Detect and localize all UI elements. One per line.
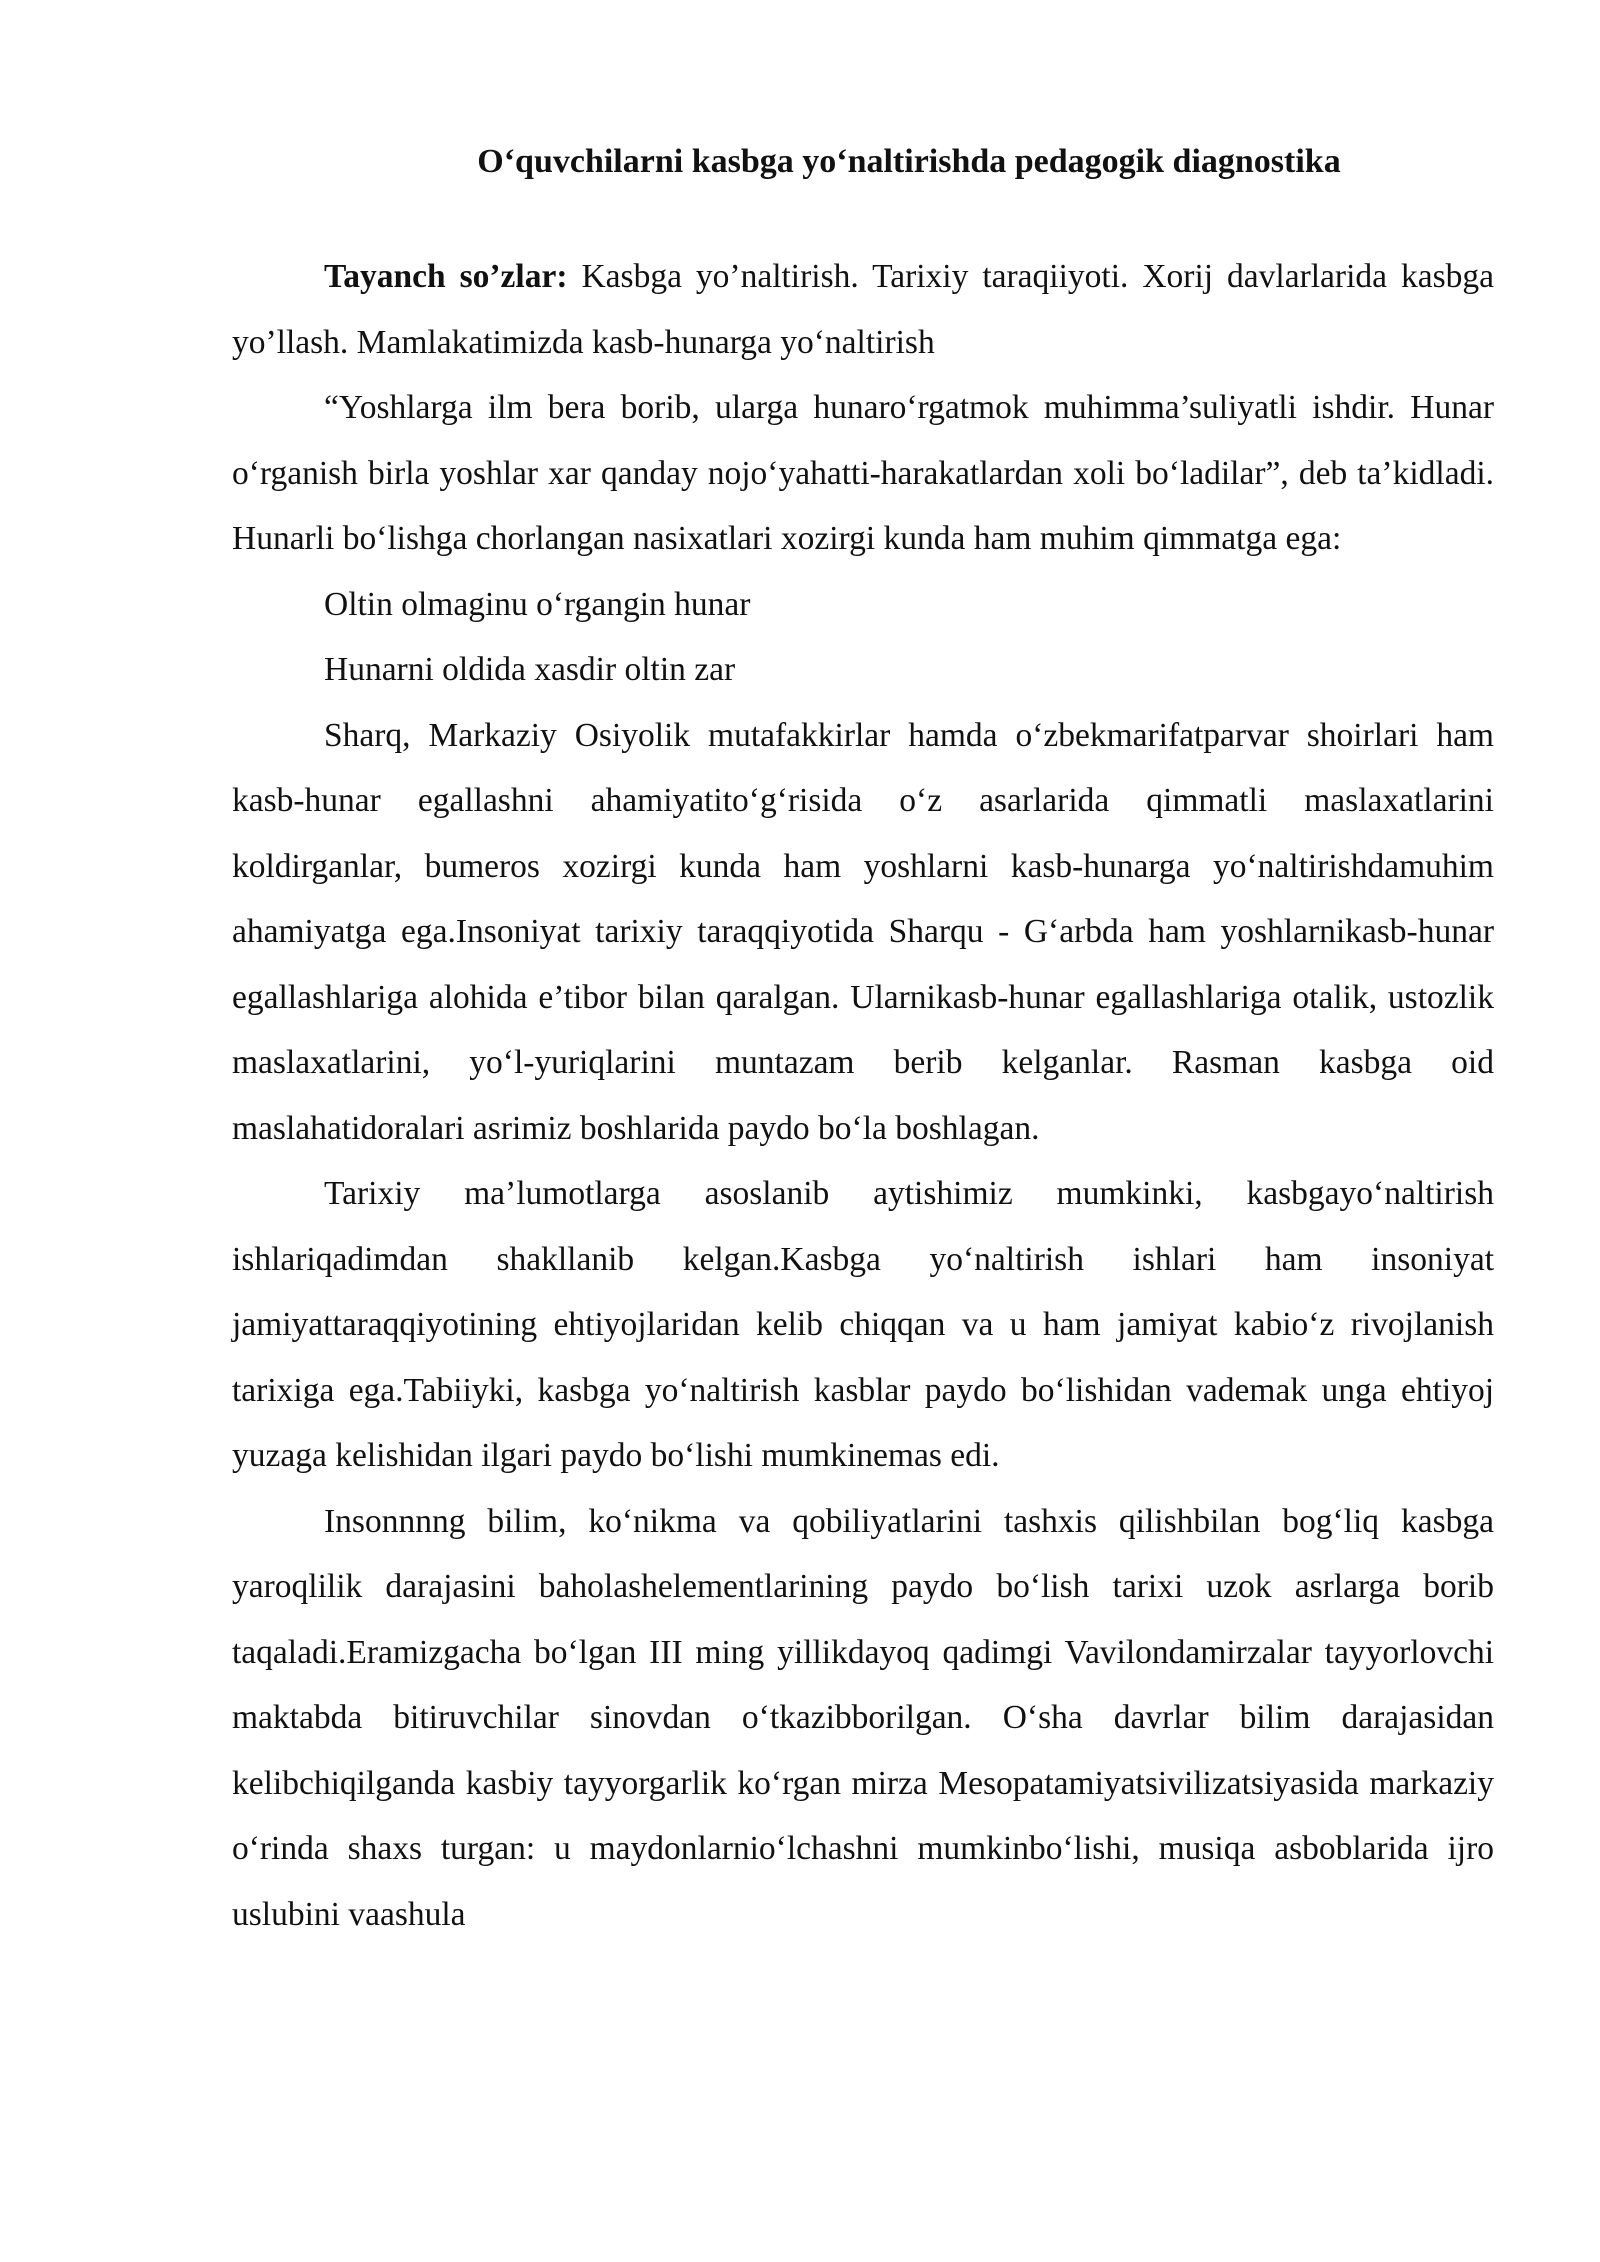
verse-line-1: Oltin olmaginu o‘rgangin hunar [324, 585, 751, 623]
keywords-label: Tayanch so’zlar: [324, 258, 568, 295]
keywords-paragraph [232, 244, 1494, 375]
verse-line-2: Hunarni oldida xasdir oltin zar [324, 651, 736, 688]
document-title: O‘quvchilarni kasbga yo‘naltirishda pedagogik diagnostika [477, 143, 1341, 180]
keywords-text: Kasbga yo’naltirish. Tarixiy taraqiiyoti. Xorij davlarlarida kasbga yo’llash. Mamlakatimizda kasb-hunarga yo‘naltirish [232, 258, 1494, 361]
document-body [232, 244, 1494, 1947]
paragraph-tarixiy: Tarixiy ma’lumotlarga asoslanib aytishimiz mumkinki, kasbgayo‘naltirish ishlariqadimdan shakllanib kelgan.Kasbga yo‘naltirish ishlari ham insoniyat jamiyattaraqqiyotining ehtiyojlaridan kelib chiqqan va u ham jamiyat kabio‘z rivojlanish tarixiga ega.Tabiiyki, kasbga yo‘naltirish kasblar paydo bo‘lishidan vademak unga ehtiyoj yuzaga kelishidan ilgari paydo bo‘lishi mumkinemas edi. [232, 1175, 1494, 1474]
paragraph-quote: “Yoshlarga ilm bera borib, ularga hunaro‘rgatmok muhimma’suliyatli ishdir. Hunar o‘rganish birla yoshlar xar qanday nojo‘yahatti-harakatlardan xoli bo‘ladilar”, deb ta’kidladi. Hunarli bo‘lishga chorlangan nasixatlari xozirgi kunda ham muhim qimmatga ega: [232, 389, 1494, 557]
paragraph-sharq: Sharq, Markaziy Osiyolik mutafakkirlar hamda o‘zbekmarifatparvar shoirlari ham kasb-hunar egallashni ahamiyatito‘g‘risida o‘z asarlarida qimmatli maslaxatlarini koldirganlar, bumeros xozirgi kunda ham yoshlarni kasb-hunarga yo‘naltirishdamuhim ahamiyatga ega.Insoniyat tarixiy taraqqiyotida Sharqu - G‘arbda ham yoshlarnikasb-hunar egallashlariga alohida e’tibor bilan qaralgan. Ularnikasb-hunar egallashlariga otalik, ustozlik maslaxatlarini, yo‘l-yuriqlarini muntazam berib kelganlar. Rasman kasbga oid maslahatidoralari asrimiz boshlarida paydo bo‘la boshlagan. [232, 716, 1494, 1147]
paragraph-insonning: Insonnnng bilim, ko‘nikma va qobiliyatlarini tashxis qilishbilan bog‘liq kasbga yaroqlilik darajasini baholashelementlarining paydo bo‘lish tarixi uzok asrlarga borib taqaladi.Eramizgacha bo‘lgan III ming yillikdayoq qadimgi Vavilondamirzalar tayyorlovchi maktabda bitiruvchilar sinovdan o‘tkazibborilgan. O‘sha davrlar bilim darajasidan kelibchiqilganda kasbiy tayyorgarlik ko‘rgan mirza Mesopatamiyatsivilizatsiyasida markaziy o‘rinda shaxs turgan: u maydonlarnio‘lchashni mumkinbo‘lishi, musiqa asboblarida ijro uslubini vaashula [232, 1502, 1494, 1933]
